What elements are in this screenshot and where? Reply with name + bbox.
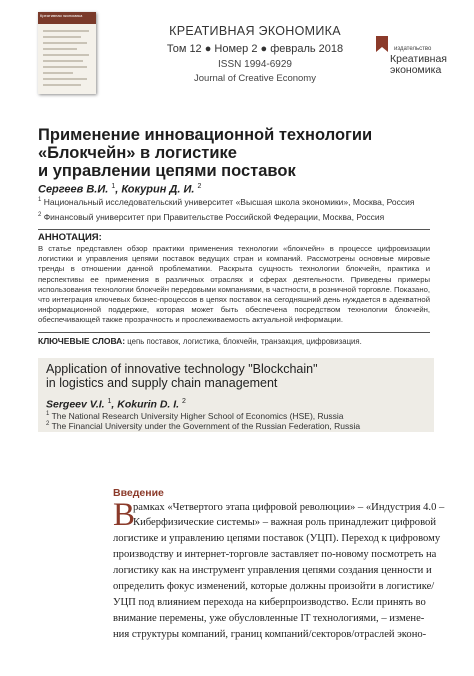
- author-name: Sergeev V.I.: [46, 398, 105, 411]
- body-text-line: рамках «Четвертого этапа цифровой революции» – «Индустрия 4.0 –: [133, 502, 445, 513]
- drop-cap: В: [113, 497, 136, 533]
- journal-info: [140, 24, 370, 84]
- keywords-text: цепь поставок, логистика, блокчейн, транзакция, цифровизация.: [125, 337, 362, 346]
- body-text-line: Киберфизические системы» – важная роль принадлежит цифровой: [133, 517, 436, 528]
- cover-line: [43, 48, 77, 50]
- body-text-line: логистике и управлению цепями поставок (УЦП). Переход к цифровому: [113, 533, 441, 544]
- affiliation: [38, 212, 384, 222]
- journal-header: [0, 0, 474, 108]
- journal-title-en: Journal of Creative Economy: [194, 73, 316, 84]
- article-title-line: Применение инновационной технологии: [38, 126, 373, 144]
- affiliation-text: Национальный исследовательский университет «Высшая школа экономики», Москва, Россия: [43, 197, 415, 207]
- author-affiliation-mark: 1: [111, 183, 116, 190]
- author-name: Сергеев В.И.: [38, 183, 109, 196]
- author-name: Кокурин Д. И.: [121, 183, 195, 196]
- english-affiliation: [46, 411, 344, 421]
- abstract-heading: АННОТАЦИЯ:: [38, 232, 102, 243]
- affiliation-mark: 2: [38, 212, 42, 219]
- journal-cover-thumbnail: [38, 12, 96, 94]
- article-title-line: и управлении цепями поставок: [38, 162, 296, 180]
- affiliation: [38, 197, 414, 207]
- author-separator: ,: [111, 398, 118, 411]
- english-authors: [46, 398, 186, 411]
- author-separator: ,: [115, 183, 122, 196]
- authors: [38, 183, 201, 196]
- publisher-name: Креативная экономика: [390, 53, 447, 76]
- english-affiliation: [46, 421, 360, 431]
- affiliation-text: The Financial University under the Government of the Russian Federation, Russia: [51, 421, 361, 431]
- volume-issue: Том 12 ● Номер 2 ● февраль 2018: [166, 43, 344, 55]
- keywords: [38, 336, 430, 346]
- journal-title: КРЕАТИВНАЯ ЭКОНОМИКА: [169, 24, 341, 38]
- bookmark-icon: [376, 36, 388, 52]
- author-affiliation-mark: 1: [107, 398, 112, 405]
- body-text-line: производству и интернет-торговле заставляет по-новому посмотреть на: [113, 549, 437, 560]
- cover-line: [43, 60, 83, 62]
- english-summary-box: [38, 358, 434, 432]
- affiliation-text: Финансовый университет при Правительстве Российской Федерации, Москва, Россия: [43, 212, 385, 222]
- body-text-line: ния структуры компаний, границ компаний/секторов/отраслей эконо-: [113, 629, 427, 640]
- author-name: Kokurin D. I.: [117, 398, 180, 411]
- issn: ISSN 1994-6929: [218, 59, 292, 70]
- cover-line: [43, 36, 81, 38]
- author-affiliation-mark: 2: [182, 398, 186, 405]
- cover-line: [43, 30, 89, 32]
- body-text-line: внимание перемены, уже обусловленные IT технологиями, – измене-: [113, 613, 425, 624]
- publisher-label: издательство: [394, 46, 432, 52]
- body-text-line: логистику как на инструмент управления цепями создания ценности и: [113, 565, 432, 576]
- divider: [38, 332, 430, 333]
- author-affiliation-mark: 2: [197, 183, 202, 190]
- section-heading: Введение: [113, 487, 164, 499]
- abstract-text: В статье представлен обзор практики применения технологии «блокчейн» в процессе цифровизации логистики и управления цепями поставок ведущих стран и компаний. Рассмотрены основные мировые тренды в отношении данной проблематики. Раскрыта сущность технологии блокчейн, практика и перспективы ее применения в различных отраслях и сферах деятельности. Приведены примеры использования технологии блокчейн передовыми компаниями, в частности, в розничной торговле. Показано, что интеграция ключевых бизнес-процессов в цепях поставок на сегодняшний день нуждается в адекватной информационной поддержке, которая может быть обеспечена посредством технологии блокчейн, обеспечивающей также прозрачность и прослеживаемость актуальной информации.: [38, 244, 430, 325]
- english-title-line: Application of innovative technology "Blockchain": [46, 362, 318, 376]
- body-text-line: определить фокус изменений, которые должны произойти в логистике/: [113, 581, 435, 592]
- article-title: [38, 126, 438, 180]
- cover-line: [43, 42, 87, 44]
- cover-line: [43, 72, 73, 74]
- affiliation-mark: 2: [46, 421, 50, 428]
- keywords-label: КЛЮЧЕВЫЕ СЛОВА:: [38, 336, 126, 346]
- cover-title: Креативная экономика: [38, 12, 96, 24]
- english-title-line: in logistics and supply chain management: [46, 376, 278, 390]
- divider: [38, 229, 430, 230]
- affiliation-mark: 1: [38, 197, 42, 204]
- affiliation-text: The National Research University Higher School of Economics (HSE), Russia: [51, 411, 344, 421]
- english-title: [46, 362, 318, 390]
- cover-line: [43, 66, 87, 68]
- article-title-line: «Блокчейн» в логистике: [38, 144, 237, 162]
- cover-line: [43, 54, 89, 56]
- body-text-line: УЦП под влиянием перехода на киберпроизводство. Если принять во: [113, 597, 426, 608]
- cover-line: [43, 84, 81, 86]
- cover-line: [43, 78, 87, 80]
- affiliation-mark: 1: [46, 411, 50, 418]
